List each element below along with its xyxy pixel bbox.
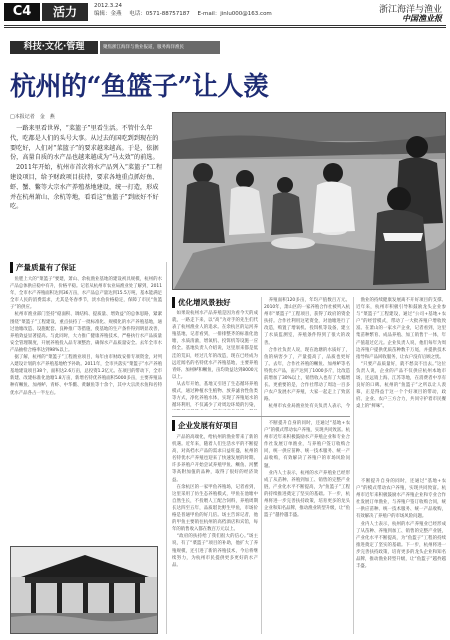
main-photo-image (173, 113, 446, 290)
masthead (0, 0, 450, 24)
section-heading-enterprise: 企业发展有好项目 (172, 420, 238, 431)
section-rule (172, 416, 350, 417)
column-divider (166, 262, 167, 634)
section-heading-scenery: 优化增风景独好 (172, 297, 231, 308)
phone-line: 电话：0571-88757187 (129, 11, 190, 17)
region-title: 浙江海洋与渔业 (378, 5, 442, 15)
column-divider (261, 297, 262, 634)
masthead-info (94, 2, 272, 18)
lead-paragraph: 一路来里看世界，“菜篮子”里看生活。不管什么年代，吃都是人们的头号大事。从过去的国吃到到现在的要吃好，人们对“菜篮子”的要求越来越高。于是，依据份，高量自质的水产品也越来越成为“马太效”的前选。 2011年开始，杭州市首次将水产品列入“菜篮子”工程建设项目，给予财政项目扶持，要求各地重点抓好鱼、虾、蟹、鳖等大宗水产养殖基地建设，统一打造，形成并在杭州萧山、余杭等地，看看这“鱼篮子”到底好不好吃。 (10, 125, 162, 211)
email-line: E-mail：jinlu000@163.com (197, 11, 272, 17)
column-4-text: 渔业的持续健康发展离不开好项目的支撑。近年来，杭州市积极引导和鼓励龙头企业参与“菜篮子”工程建设，通过“公司+基地+农户”的经营模式，带动了一大批养殖户增收致富。在萧山的一家水产企业，记者看到，这里集苗种繁育、成品养殖、加工销售于一体，年产值超过亿元。企业负责人说，他们每年为周边养殖户提供优质苗种数千万尾，并提供技术指导和产品回收服务，让农户没有后顾之忧。 “只要产品质量好，就不愁卖不出去。”这位负责人说，企业的产品不仅供应杭州本地市场，还远销上海、江苏等地，在消费者中享有良好的口碑。杭州的“鱼篮子”之所以让人羡慕，正是得益于这一个个好项目的带动，政府、企业、农户三方合力，共同守护着市民餐桌上的“鲜味”。 (356, 298, 446, 410)
editor-line: 编辑：金燕 (94, 11, 122, 17)
article-tag-sub: 聚焦浙江海洋与渔业报道，服务海洋渔民 (100, 41, 220, 54)
main-photo (172, 112, 446, 290)
column-2-text: 如果说杭州水产品养殖是因为看今天的成就，一路走下来，以“高”为对手的先生们代表了杭州渔业人的追求。在余杭区的运河养殖基地，记者看到，一排排整齐的标准化池塘，水质清澈，增氧机、投饵机等设施一应俱全。基地负责人介绍说，这里原来都是低洼的荒田，经过几年的改造，现在已经成为远近闻名的名特优水产养殖基地，主要养殖青虾、加州鲈和鳜鱼，亩均效益达到8000元以上。 从去年开始，基地又引进了生态循环养殖模式，通过种植水生植物、放养滤食性鱼类等方式，净化养殖水体，实现了养殖尾水的循环利用，不仅减少了对周边环境的污染， (172, 311, 258, 409)
headline: 杭州的“鱼篮子”让人羡 (10, 72, 269, 102)
column-1-text: 鱼肥上大的“菜篮子”要建，萧山、余杭渔业基地的建设初具规模，杭州的水产品总体供应稳中有升，价格平稳。记者从杭州市农业局渔业处了解到，2011年，全市水产养殖面积达到36万亩，水产品总产量达到15.5万吨，基本能满足全市人民的消费需求，尤其是冬春季节，淡水鱼价格稳定，保障了市民“鱼篮子”的供应。 杭州市渔业部门坚持“稳面积、调结构、提质量、增效益”的总体思路，紧紧围绕“菜篮子”工程建设，重点扶持了一批标准化、规模化的水产养殖基地，通过池塘改造、设施配套、良种推广等措施，使基地的生产条件得到明显改善，养殖效益显著提高。与此同时，大力推广健康养殖技术，严格执行水产品质量安全管理制度，开展养殖投入品专项整治，确保水产品质量安全。去年全市水产品抽检合格率达到98%以上。 据了解，杭州的“菜篮子”工程渔业项目，每年由市财政安排专项资金，对列入建设计划的水产养殖基地给予补助。2011年，全市共落实“菜篮子”水产养殖基地建设项目38个，面积达2.6万亩，总投资1.2亿元。在项目的带动下，全市新建、改建标准化池塘1.8万亩，新增名特优养殖面积5000多亩，主要养殖品种有鳜鱼、加州鲈、青虾、中华鳖、黄颡鱼等十余个，其中大宗淡水鱼和名特优水产品各占一半左右。 (10, 277, 162, 396)
masthead-rule (4, 25, 446, 26)
pavilion-photo (10, 546, 158, 634)
section-heading-quality: 产量质量有了保证 (10, 262, 76, 273)
column-7-text: 不断提升自身的同时，还通过“基地+农户”的模式带动农户养殖，实现共同致富。杭州市近年来积极鼓励水产养殖企业和专业合作社发展订单渔业，与养殖户签订收购合同，统一供应苗种、统一技术服务、统一产品收购，有效解决了养殖户的市场风险问题。 业内人士表示，杭州的水产养殖业已经形成了从苗种、养殖到加工、销售的完整产业链，产业化水平不断提高，为“鱼篮子”工程的持续推进奠定了坚实的基础。下一步，杭州将进一步完善扶持政策，培育更多的龙头企业和知名品牌，推动渔业转型升级，让“鱼篮子”越拎越丰盛。 (356, 479, 446, 570)
masthead-rule-2 (4, 27, 446, 28)
column-divider (353, 297, 354, 634)
issue-date: 2012.3.24 (94, 3, 122, 9)
pavilion-photo-image (11, 547, 158, 634)
column-5-text: 产品的高端化，给杭州的渔业带来了新的机遇。近年来，随着人们生活水平的不断提高，对高档水产品的需求日益旺盛，杭州的名特优水产养殖也迎来了快速发展的时期。许多养殖户开始尝试养殖甲鱼、鳜鱼、河蟹等高附加值的品种，取得了很好的经济效益。 在余杭区的一家甲鱼养殖场，记者看到，这里采用了仿生态养殖模式，甲鱼在池塘中自然生长，不投喂人工配合饲料，养殖周期长达四至五年，品质堪比野生甲鱼，市场价格是普通甲鱼的好几倍。场主告诉记者，他的甲鱼主要销往杭州的高档酒店和宾馆，每年的销售收入都在数百万元以上。 “政府的扶持给了我们很大的信心。”场主说，有了“菜篮子”项目的补助，他扩大了养殖规模，还引进了新的养殖技术，今后将继续努力，为杭州市民提供更多更好的水产品。 (172, 435, 258, 568)
article-tag: 科技·文化·管理 (10, 41, 98, 54)
paper-name: 中国渔业报 (402, 13, 442, 23)
page-number: C4 (4, 3, 40, 21)
column-6-text: 不断提升自身的同时，还通过“基地+农户”的模式带动农户养殖，实现共同致富。杭州市近年来积极鼓励水产养殖企业和专业合作社发展订单渔业，与养殖户签订收购合同，统一供应苗种、统一技术服务、统一产品收购，有效解决了养殖户的市场风险问题。 业内人士表示，杭州的水产养殖业已经形成了从苗种、养殖到加工、销售的完整产业链，产业化水平不断提高，为“鱼篮子”工程的持续推进奠定了坚实的基础。下一步，杭州将进一步完善扶持政策，培育更多的龙头企业和知名品牌，推动渔业转型升级，让“鱼篮子”越拎越丰盛。 (264, 421, 350, 519)
column-3-text: 养殖面积120多亩，年均产值数百万元。2010年，萧山区的一家养殖合作社被列入杭州市“菜篮子”工程项目，获得了政府的资金扶持。合作社利用这笔资金，对池塘进行了改造，购置了增氧机、投饵机等设备，建立了水质监测室，养殖条件得到了很大的改善。 合作社负责人说，现在池塘的水质好了，鱼的病害少了，产量提高了，品质也更好了。去年，合作社养殖的鳜鱼、加州鲈等名特优水产品，亩产达到了1000多斤，比改造前增加了30%以上，销售收入也有了大幅增长。更重要的是，合作社带动了周边一百多户农户发展水产养殖，大家一起走上了致富路。 杭州市农业局渔业处有关负责人表示，今 (264, 298, 350, 410)
byline: □本报记者 金 燕 (10, 114, 55, 120)
section-title: 活力 (42, 3, 88, 21)
